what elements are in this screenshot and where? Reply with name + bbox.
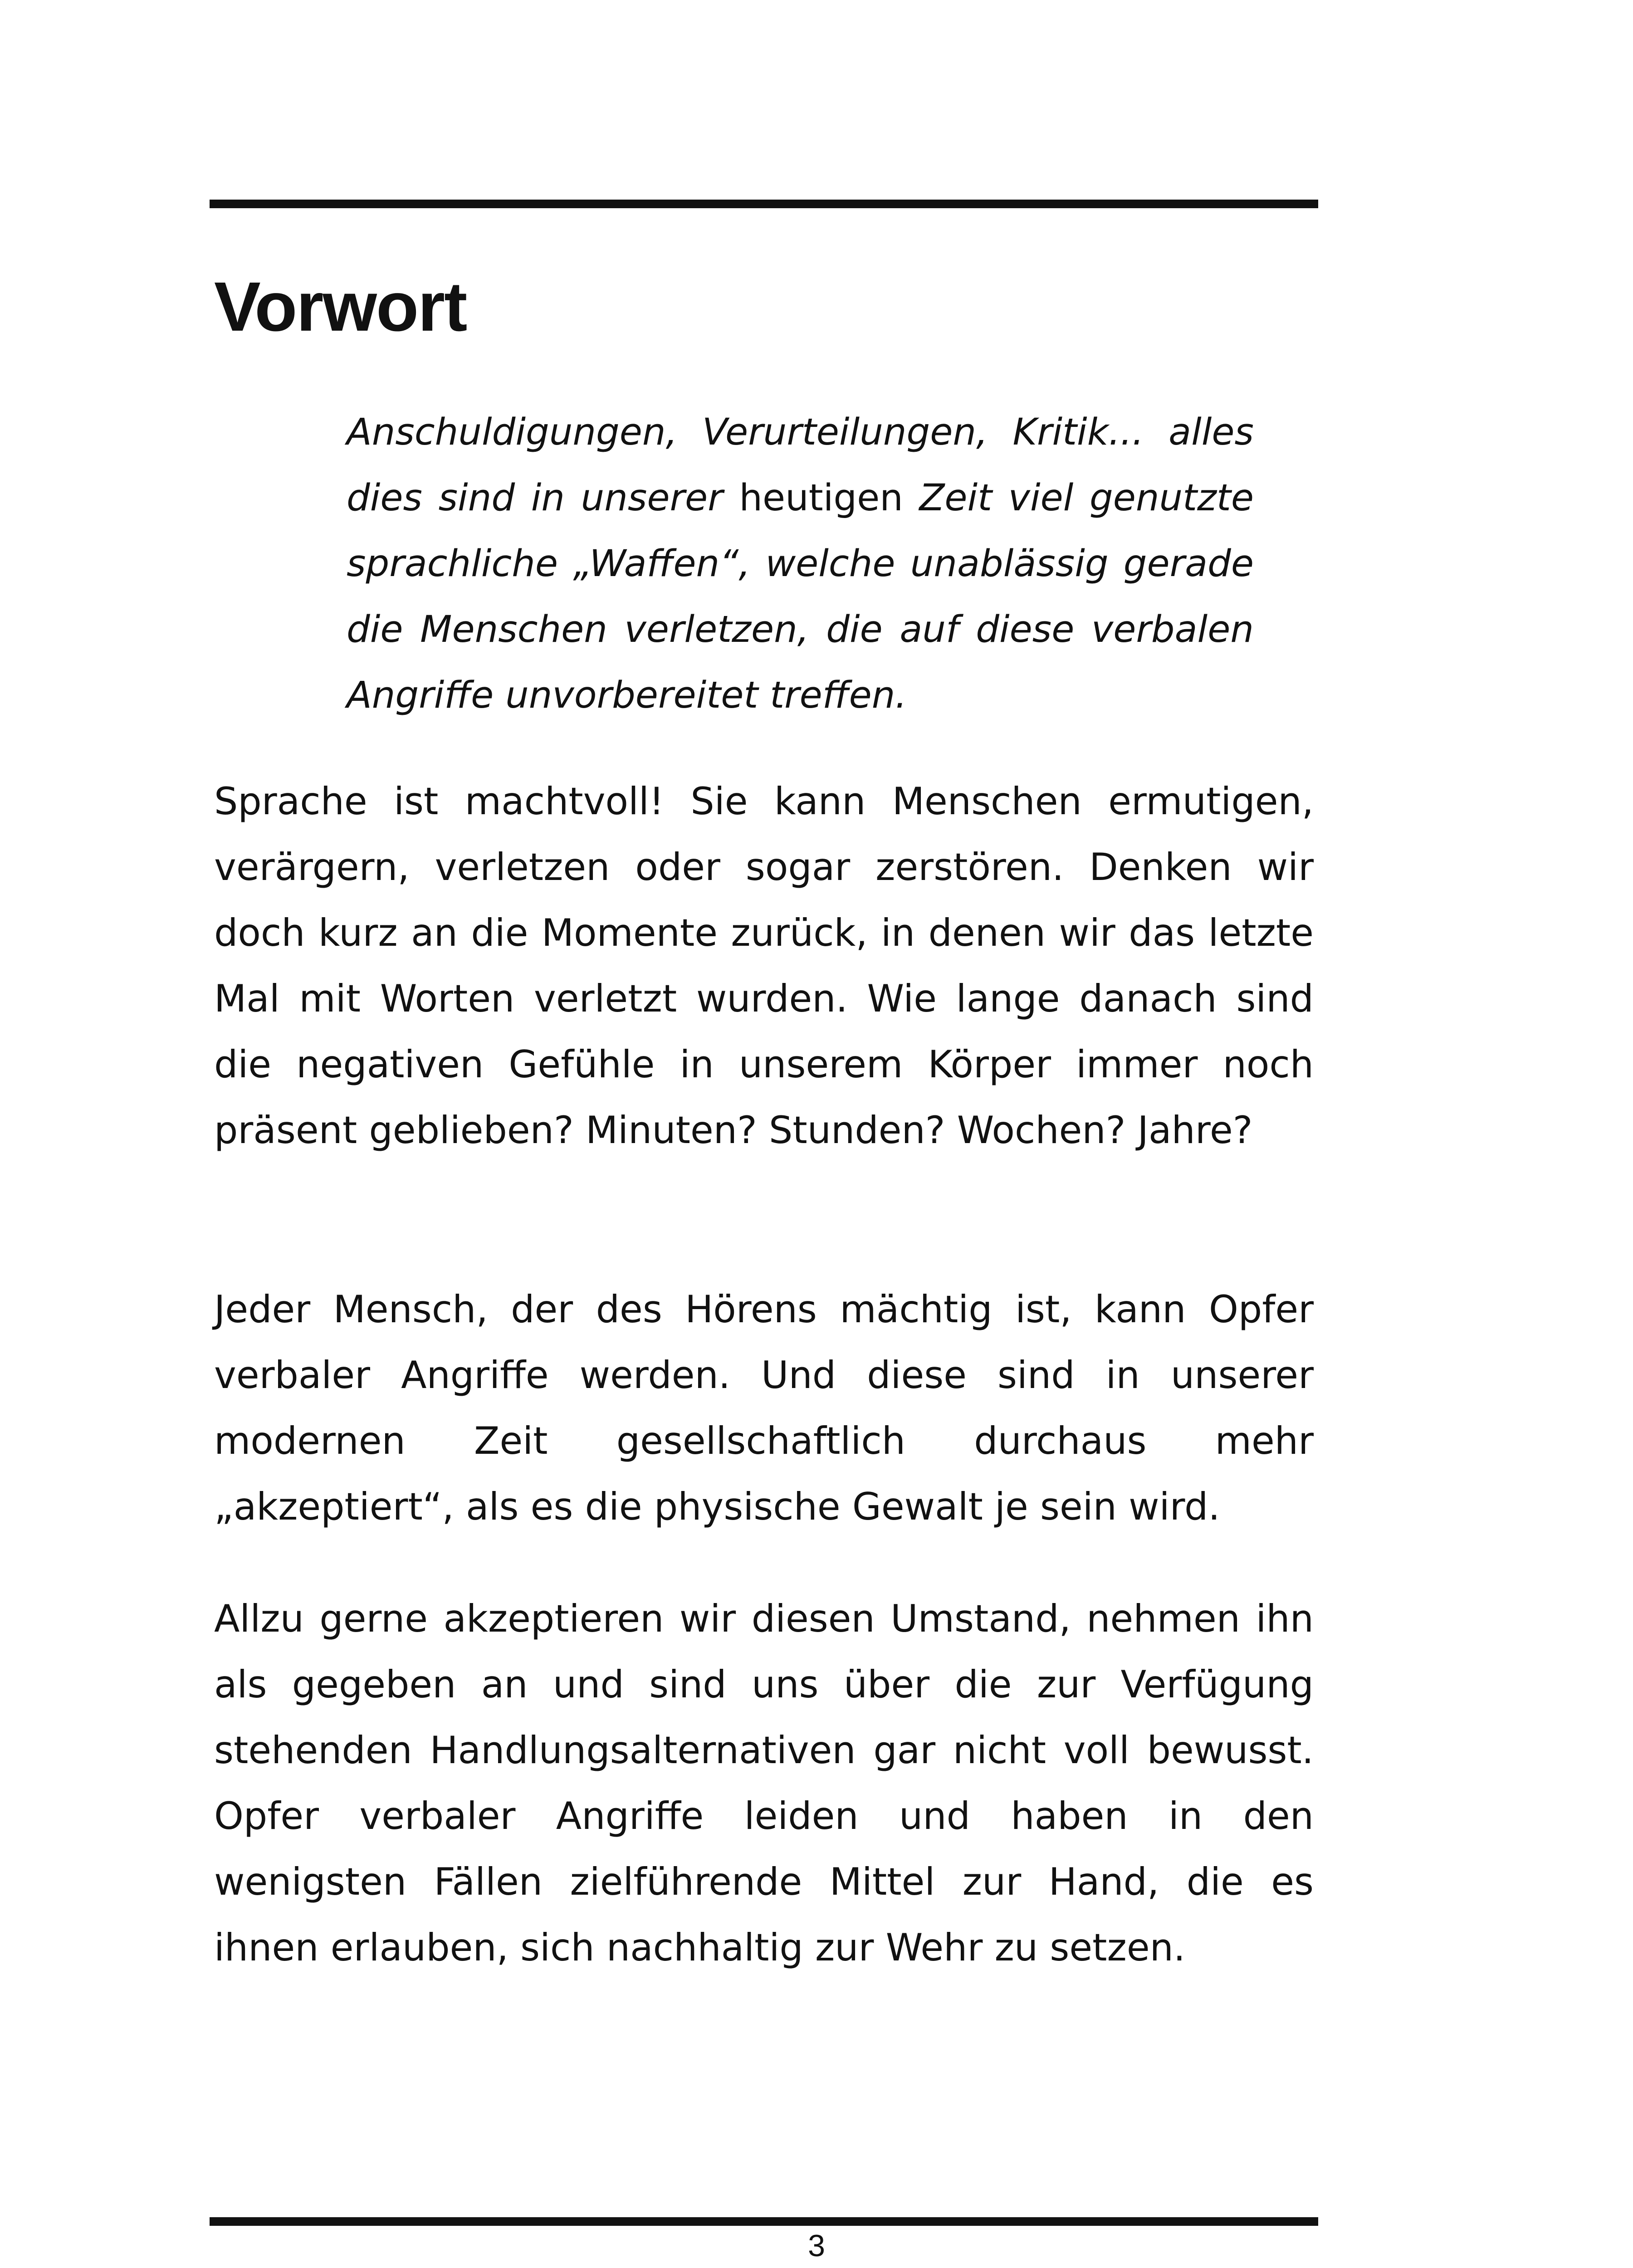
bottom-rule [210, 2217, 1318, 2226]
body-paragraph-1: Sprache ist machtvoll! Sie kann Menschen ermutigen, verärgern, verletzen oder sogar zerstören. Denken wir doch kurz an die Momente zurück, in denen wir das letzte Mal mit Worten verletzt wurden. Wie lange danach sind die negativen Gefühle in unserem Körper immer noch präsent geblieben? Minuten? Stunden? Wochen? Jahre? [214, 780, 1314, 1152]
intro-quote [347, 399, 1254, 728]
page-number: 3 [808, 2229, 825, 2263]
intro-quote-part-2: heutigen [723, 476, 919, 519]
top-rule [210, 200, 1318, 208]
page-title: Vorwort [214, 268, 467, 346]
intro-quote-part-1: Anschuldigungen, Verurteilungen, Kritik... alles dies sind in unserer [347, 411, 1254, 519]
body-paragraph-2: Jeder Mensch, der des Hörens mächtig ist, kann Opfer verbaler Angriffe werden. Und diese sind in unserer modernen Zeit gesellschaftlich durchaus mehr „akzeptiert“, als es die physische Gewalt je sein wird. [214, 1288, 1314, 1529]
intro-quote-part-3: Zeit viel genutzte sprachliche „Waffen“, welche unablässig gerade die Menschen verletzen, die auf diese verbalen Angriffe unvorbereitet treffen. [347, 476, 1254, 717]
body-paragraph-3: Allzu gerne akzeptieren wir diesen Umstand, nehmen ihn als gegeben an und sind uns über die zur Verfügung stehenden Handlungsalternativen gar nicht voll bewusst. Opfer verbaler Angriffe leiden und haben in den wenigsten Fällen zielführende Mittel zur Hand, die es ihnen erlauben, sich nachhaltig zur Wehr zu setzen. [214, 1597, 1314, 1970]
